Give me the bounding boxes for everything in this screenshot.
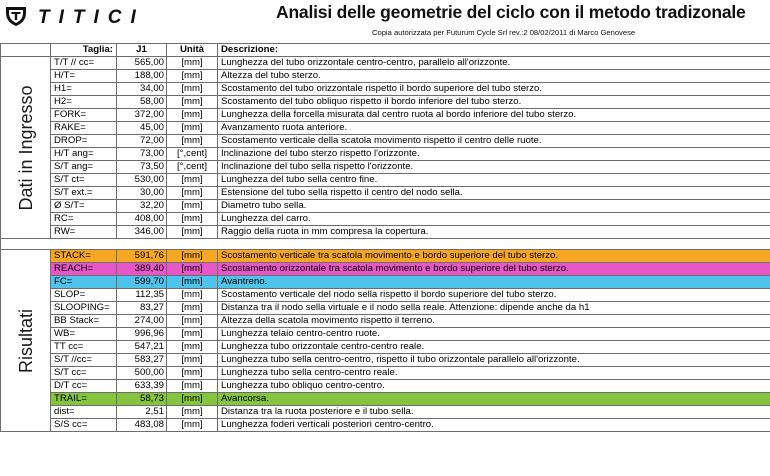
row-label: H/T ang= xyxy=(51,148,117,161)
row-unit: [mm] xyxy=(167,367,218,380)
row-unit: [mm] xyxy=(167,187,218,200)
row-value: 483,08 xyxy=(117,419,167,432)
brand-logo xyxy=(4,4,189,28)
row-value: 547,21 xyxy=(117,341,167,354)
table-row xyxy=(1,174,770,187)
row-description: Diametro tubo sella. xyxy=(218,200,770,213)
row-unit: [mm] xyxy=(167,109,218,122)
row-value: 83,27 xyxy=(117,302,167,315)
table-row xyxy=(1,109,770,122)
row-description: Lunghezza del tubo sella centro fine. xyxy=(218,174,770,187)
row-unit: [mm] xyxy=(167,135,218,148)
row-unit: [mm] xyxy=(167,263,218,276)
row-description: Altezza della scatola movimento rispetto il terreno. xyxy=(218,315,770,328)
row-label: STACK= xyxy=(51,250,117,263)
row-value: 274,00 xyxy=(117,315,167,328)
row-value: 389,40 xyxy=(117,263,167,276)
table-row xyxy=(1,213,770,226)
row-label: TRAIL= xyxy=(51,393,117,406)
row-value: 530,00 xyxy=(117,174,167,187)
row-unit: [mm] xyxy=(167,315,218,328)
table-row xyxy=(1,96,770,109)
row-unit: [mm] xyxy=(167,122,218,135)
row-description: Lunghezza del tubo orizzontale centro-centro, parallelo all'orizzonte. xyxy=(218,57,770,70)
row-unit: [mm] xyxy=(167,213,218,226)
table-row xyxy=(1,226,770,239)
row-description: Lunghezza telaio centro-centro ruote. xyxy=(218,328,770,341)
section-results xyxy=(1,250,51,432)
row-unit: [mm] xyxy=(167,354,218,367)
row-label: S/T //cc= xyxy=(51,354,117,367)
header xyxy=(0,0,770,42)
row-label: SLOOPING= xyxy=(51,302,117,315)
table-row xyxy=(1,122,770,135)
titici-logo-icon xyxy=(4,4,189,28)
table-row xyxy=(1,276,770,289)
row-label: S/S cc= xyxy=(51,419,117,432)
row-unit: [mm] xyxy=(167,96,218,109)
table-row xyxy=(1,187,770,200)
table-row xyxy=(1,302,770,315)
document-subtitle: Copia autorizzata per Futurum Cycle Srl rev.:2 08/02/2011 di Marco Genovese xyxy=(372,28,636,37)
column-header-unit: Unità xyxy=(167,44,218,57)
row-label: BB Stack= xyxy=(51,315,117,328)
row-value: 73,50 xyxy=(117,161,167,174)
row-label: FC= xyxy=(51,276,117,289)
row-value: 72,00 xyxy=(117,135,167,148)
table-row xyxy=(1,354,770,367)
section-input-label: Dati in Ingresso xyxy=(15,84,36,211)
row-value: 500,00 xyxy=(117,367,167,380)
column-header-description: Descrizione: xyxy=(218,44,770,57)
row-description: Inclinazione del tubo sterzo rispetto l'orizzonte. xyxy=(218,148,770,161)
row-label: REACH= xyxy=(51,263,117,276)
column-header-value: J1 xyxy=(117,44,167,57)
table-row xyxy=(1,57,770,70)
row-label: RW= xyxy=(51,226,117,239)
row-unit: [mm] xyxy=(167,289,218,302)
row-value: 591,76 xyxy=(117,250,167,263)
row-description: Altezza del tubo sterzo. xyxy=(218,70,770,83)
row-label: dist= xyxy=(51,406,117,419)
table-row xyxy=(1,70,770,83)
row-unit: [mm] xyxy=(167,406,218,419)
row-unit: [mm] xyxy=(167,70,218,83)
section-input xyxy=(1,57,51,239)
row-value: 599,70 xyxy=(117,276,167,289)
geometry-table xyxy=(0,43,770,432)
row-unit: [mm] xyxy=(167,83,218,96)
table-row xyxy=(1,341,770,354)
row-description: Lunghezza tubo sella centro-centro, rispetto il tubo orizzontale parallelo all'orizzonte. xyxy=(218,354,770,367)
row-label: Ø S/T= xyxy=(51,200,117,213)
section-results-label: Risultati xyxy=(15,308,36,373)
table-row xyxy=(1,135,770,148)
row-description: Scostamento del tubo obliquo rispetto il bordo inferiore del tubo sterzo. xyxy=(218,96,770,109)
row-value: 32,20 xyxy=(117,200,167,213)
row-unit: [mm] xyxy=(167,226,218,239)
row-unit: [mm] xyxy=(167,328,218,341)
row-value: 45,00 xyxy=(117,122,167,135)
separator-cell xyxy=(1,239,770,250)
table-row xyxy=(1,367,770,380)
row-label: S/T ct= xyxy=(51,174,117,187)
table-row xyxy=(1,161,770,174)
row-unit: [mm] xyxy=(167,341,218,354)
row-value: 633,39 xyxy=(117,380,167,393)
row-label: SLOP= xyxy=(51,289,117,302)
row-unit: [mm] xyxy=(167,276,218,289)
row-unit: [mm] xyxy=(167,174,218,187)
table-row xyxy=(1,315,770,328)
row-unit: [mm] xyxy=(167,419,218,432)
row-label: RC= xyxy=(51,213,117,226)
table-row xyxy=(1,419,770,432)
row-unit: [°,cent] xyxy=(167,148,218,161)
section-header-spacer xyxy=(1,44,51,57)
row-value: 34,00 xyxy=(117,83,167,96)
table-row xyxy=(1,380,770,393)
row-value: 58,73 xyxy=(117,393,167,406)
row-value: 73,00 xyxy=(117,148,167,161)
row-value: 2,51 xyxy=(117,406,167,419)
row-description: Scostamento orizzontale tra scatola movimento e bordo superiore del tubo sterzo. xyxy=(218,263,770,276)
row-description: Lunghezza tubo orizzontale centro-centro reale. xyxy=(218,341,770,354)
document-title: Analisi delle geometrie del ciclo con il metodo tradizonale xyxy=(276,2,746,22)
row-description: Avanzamento ruota anteriore. xyxy=(218,122,770,135)
column-header-label: Taglia: xyxy=(51,44,117,57)
row-description: Scostamento verticale tra scatola movimento e bordo superiore del tubo sterzo. xyxy=(218,250,770,263)
row-value: 30,00 xyxy=(117,187,167,200)
row-value: 565,00 xyxy=(117,57,167,70)
row-value: 408,00 xyxy=(117,213,167,226)
row-description: Distanza tra la ruota posteriore e il tubo sella. xyxy=(218,406,770,419)
table-row xyxy=(1,148,770,161)
row-value: 188,00 xyxy=(117,70,167,83)
row-description: Scostamento verticale della scatola movimento rispetto il centro delle ruote. xyxy=(218,135,770,148)
row-unit: [mm] xyxy=(167,250,218,263)
row-unit: [mm] xyxy=(167,200,218,213)
row-unit: [°,cent] xyxy=(167,161,218,174)
row-value: 372,00 xyxy=(117,109,167,122)
row-label: RAKE= xyxy=(51,122,117,135)
row-label: S/T ext.= xyxy=(51,187,117,200)
row-label: TT cc= xyxy=(51,341,117,354)
row-description: Scostamento del tubo orizzontale rispetto il bordo superiore del tubo sterzo. xyxy=(218,83,770,96)
row-value: 58,00 xyxy=(117,96,167,109)
row-description: Scostamento verticale del nodo sella rispetto il bordo superiore del tubo sterzo. xyxy=(218,289,770,302)
row-label: DROP= xyxy=(51,135,117,148)
row-unit: [mm] xyxy=(167,57,218,70)
table-row xyxy=(1,406,770,419)
row-label: H/T= xyxy=(51,70,117,83)
table-row xyxy=(1,328,770,341)
table-row xyxy=(1,263,770,276)
row-value: 112,35 xyxy=(117,289,167,302)
row-value: 583,27 xyxy=(117,354,167,367)
row-unit: [mm] xyxy=(167,393,218,406)
row-label: D/T cc= xyxy=(51,380,117,393)
row-label: WB= xyxy=(51,328,117,341)
table-body xyxy=(1,57,770,432)
row-label: T/T // cc= xyxy=(51,57,117,70)
row-label: S/T cc= xyxy=(51,367,117,380)
row-label: H1= xyxy=(51,83,117,96)
row-description: Avantreno. xyxy=(218,276,770,289)
row-description: Estensione del tubo sella rispetto il centro del nodo sella. xyxy=(218,187,770,200)
row-description: Lunghezza foderi verticali posteriori centro-centro. xyxy=(218,419,770,432)
row-description: Lunghezza tubo sella centro-centro reale. xyxy=(218,367,770,380)
table-row xyxy=(1,200,770,213)
row-description: Lunghezza della forcella misurata dal centro ruota al bordo inferiore del tubo sterzo. xyxy=(218,109,770,122)
table-row xyxy=(1,250,770,263)
row-description: Lunghezza del carro. xyxy=(218,213,770,226)
row-value: 346,00 xyxy=(117,226,167,239)
row-label: S/T ang= xyxy=(51,161,117,174)
row-description: Inclinazione del tubo sella rispetto l'orizzonte. xyxy=(218,161,770,174)
brand-wordmark: TITICI xyxy=(38,7,145,28)
row-description: Avancorsa. xyxy=(218,393,770,406)
table-header-row xyxy=(1,44,770,57)
section-separator xyxy=(1,239,770,250)
row-unit: [mm] xyxy=(167,302,218,315)
table-row xyxy=(1,289,770,302)
table-row xyxy=(1,83,770,96)
row-value: 996,96 xyxy=(117,328,167,341)
row-unit: [mm] xyxy=(167,380,218,393)
row-label: H2= xyxy=(51,96,117,109)
row-description: Distanza tra il nodo sella virtuale e il nodo sella reale. Attenzione: dipende anche da h1 xyxy=(218,302,770,315)
row-label: FORK= xyxy=(51,109,117,122)
row-description: Lunghezza tubo obliquo centro-centro. xyxy=(218,380,770,393)
table-row xyxy=(1,393,770,406)
row-description: Raggio della ruota in mm compresa la copertura. xyxy=(218,226,770,239)
